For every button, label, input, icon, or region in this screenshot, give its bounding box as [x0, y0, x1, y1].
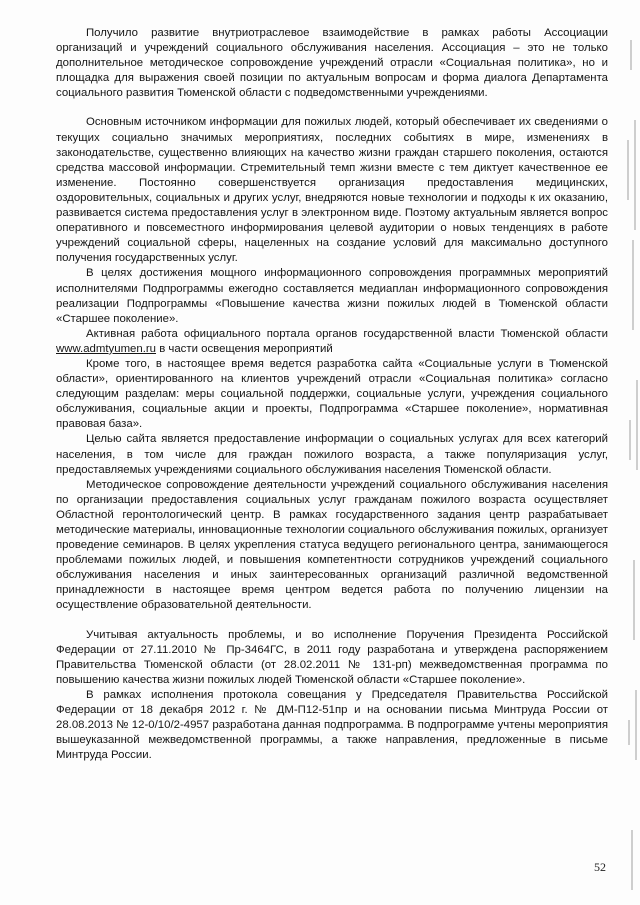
page-number: 52 — [594, 860, 606, 874]
portal-link[interactable]: www.admtyumen.ru — [56, 342, 157, 355]
paragraph-portal — [56, 327, 608, 357]
paragraph-site-development: Кроме того, в настоящее время ведется разработка сайта «Социальные услуги в Тюменской области», ориентированного на клиентов учреждений отрасли «Социальная политика» согласно следующим разделам: меры социальной поддержки, социальные услуги, учреждения социального обслуживания, социальные акции и проекты, Подпрограмма «Старшее поколение», нормативная правовая база». — [56, 357, 608, 431]
document-page — [56, 26, 608, 763]
portal-text-after: в части освещения мероприятий — [156, 342, 333, 355]
paragraph-site-goal: Целью сайта является предоставление информации о социальных услугах для всех категорий населения, в том числе для граждан пожилого возраста, а также популяризация услуг, предоставляемых учреждениями социального обслуживания населения Тюменской области. — [56, 433, 608, 476]
paragraph-association: Получило развитие внутриотраслевое взаимодействие в рамках работы Ассоциации организаций и учреждений социального обслуживания населения. Ассоциация – это не только дополнительное методическое сопровождение учреждений отрасли «Социальная политика», но и площадка для выражения своей позиции по актуальным вопросам и форма диалога Департамента социального развития Тюменской области с подведомственными учреждениями. — [56, 27, 608, 100]
paragraph-methodical-support: Методическое сопровождение деятельности учреждений социального обслуживания населения по организации предоставления социальных услуг гражданам пожилого возраста осуществляет Областной геронтологический центр. В рамках государственного задания центр разрабатывает методические материалы, инновационные технологии социального обслуживания пожилых, организует проведение семинаров. В целях укрепления статуса ведущего регионального центра, занимающегося проблемами пожилых людей, и повышения компетентности сотрудников учреждений социального обслуживания населения и иных заинтересованных организаций различной ведомственной принадлежности в настоящее время центром ведется работа по получению лицензии на осуществление образовательной деятельности. — [56, 478, 608, 612]
paragraph-program-approval: Учитывая актуальность проблемы, и во исполнение Поручения Президента Российской Федерации от 27.11.2010 № Пр-3464ГС, в 2011 году разработана и утверждена распоряжением Правительства Тюменской области (от 28.02.2011 № 131-рп) межведомственная программа по повышению качества жизни пожилых людей Тюменской области «Старшее поколение». — [56, 628, 608, 686]
scan-edge-artifact — [622, 0, 640, 905]
paragraph-subprogram: В рамках исполнения протокола совещания у Председателя Правительства Российской Федерации от 18 декабря 2012 г. № ДМ-П12-51пр и на основании письма Минтруда России от 28.08.2013 № 12-0/10/2-4957 разработана данная подпрограмма. В подпрограмме учтены мероприятия вышеуказанной межведомственной программы, а также направления, предложенные в письме Минтруда России. — [56, 688, 608, 762]
paragraph-mediaplan: В целях достижения мощного информационного сопровождения программных мероприятий исполнителями Подпрограммы ежегодно составляется медиаплан информационного сопровождения реализации Подпрограммы «Повышение качества жизни пожилых людей в Тюменской области «Старшее поколение». — [56, 267, 608, 325]
portal-text-before: Активная работа официального портала органов государственной власти Тюменской области — [86, 327, 608, 340]
paragraph-media-info: Основным источником информации для пожилых людей, который обеспечивает их сведениями о текущих социально значимых мероприятиях, последних событиях в мире, изменениях в законодательстве, существенно влияющих на качество жизни граждан старшего поколения, остаются средства массовой информации. Стремительный темп жизни вместе с тем диктует качественное ее изменение. Постоянно совершенствуется организация предоставления медицинских, оздоровительных, социальных и других услуг, внедряются новые технологии и подходы к их оказанию, развивается система предоставления услуг в электронном виде. Поэтому актуальным является вопрос оперативного и повсеместного информирования целевой аудитории о новых тенденциях в работе учреждений социальной сферы, нацеленных на создание условий для максимально доступного получения государственных услуг. — [56, 116, 608, 265]
